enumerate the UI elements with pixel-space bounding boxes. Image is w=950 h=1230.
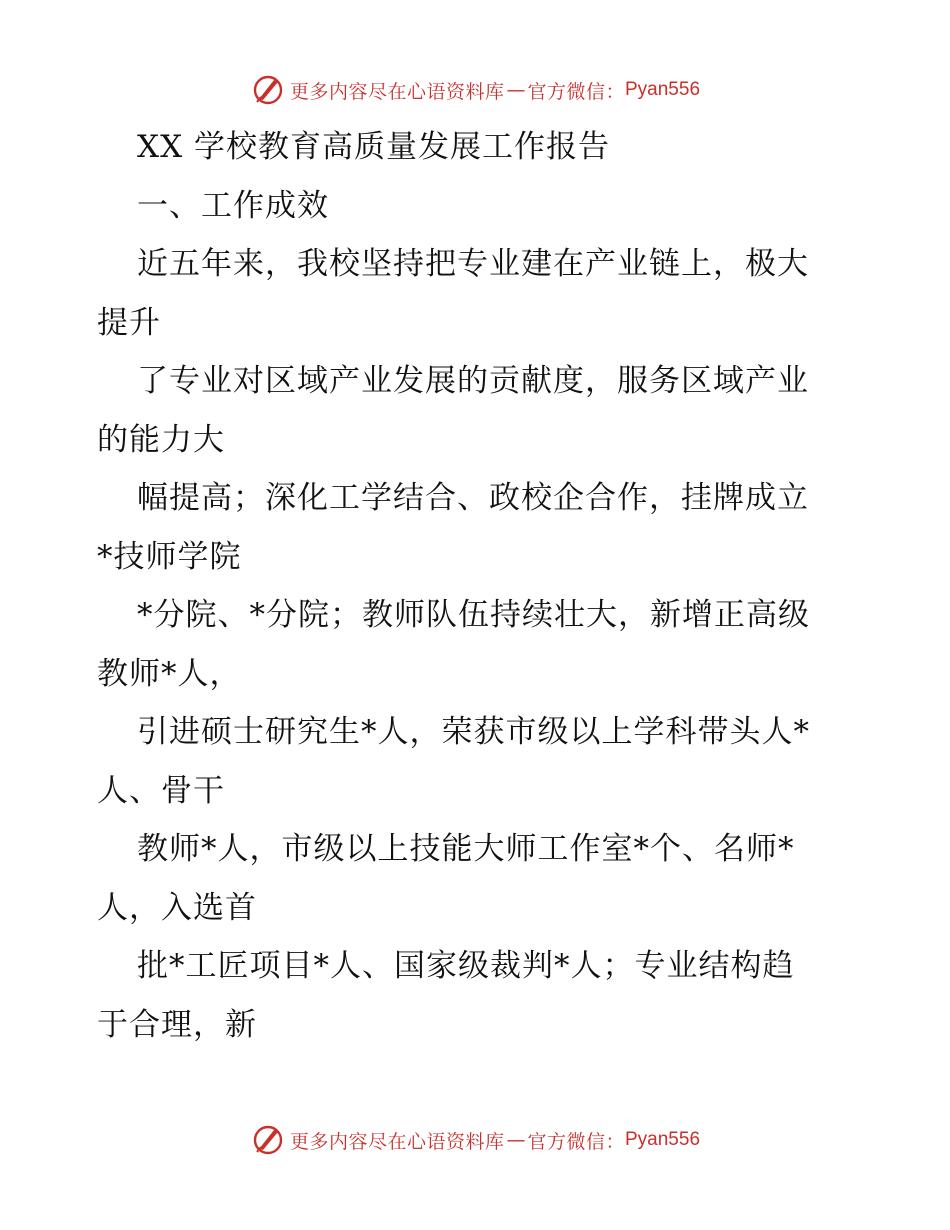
- section-heading: 一、工作成效: [137, 187, 329, 224]
- quill-logo-icon: [250, 72, 286, 108]
- paragraph-line: *分院、*分院；教师队伍持续壮大，新增正高级: [137, 597, 810, 633]
- paragraph-line: 幅提高；深化工学结合、政校企合作，挂牌成立: [137, 480, 809, 516]
- watermark-dash: —: [506, 79, 526, 101]
- paragraph-line: 教师*人，市级以上技能大师工作室*个、名师*: [137, 831, 795, 867]
- watermark-text: 更多内容尽在心语资料库: [289, 80, 505, 103]
- watermark-footer: [0, 1120, 950, 1160]
- paragraph-line: 近五年来，我校坚持把专业建在产业链上，极大: [137, 246, 809, 282]
- document-body: [97, 118, 857, 1054]
- paragraph-line: 的能力大: [97, 421, 225, 458]
- paragraph-line: 提升: [97, 304, 161, 341]
- watermark-wechat-id: Pyan556: [625, 79, 701, 100]
- watermark-header: [0, 70, 950, 110]
- paragraph-line: 了专业对区域产业发展的贡献度，服务区域产业: [137, 363, 809, 399]
- document-title: XX 学校教育高质量发展工作报告: [137, 129, 610, 165]
- paragraph-line: 人，入选首: [97, 889, 257, 926]
- paragraph-line: 于合理，新: [97, 1006, 257, 1043]
- paragraph-line: 引进硕士研究生*人，荣获市级以上学科带头人*: [137, 714, 810, 750]
- watermark-wechat-id: Pyan556: [625, 1129, 701, 1150]
- paragraph-line: 批*工匠项目*人、国家级裁判*人；专业结构趋: [137, 948, 795, 984]
- quill-logo-icon: [250, 1122, 286, 1158]
- watermark-text: 更多内容尽在心语资料库: [289, 1130, 505, 1153]
- watermark-wechat-label: 官方微信：: [527, 80, 625, 103]
- paragraph-line: 人、骨干: [97, 772, 225, 809]
- paragraph-line: *技师学院: [97, 538, 242, 575]
- watermark-dash: —: [506, 1129, 526, 1151]
- watermark-wechat-label: 官方微信：: [527, 1130, 625, 1153]
- paragraph-line: 教师*人，: [97, 655, 242, 692]
